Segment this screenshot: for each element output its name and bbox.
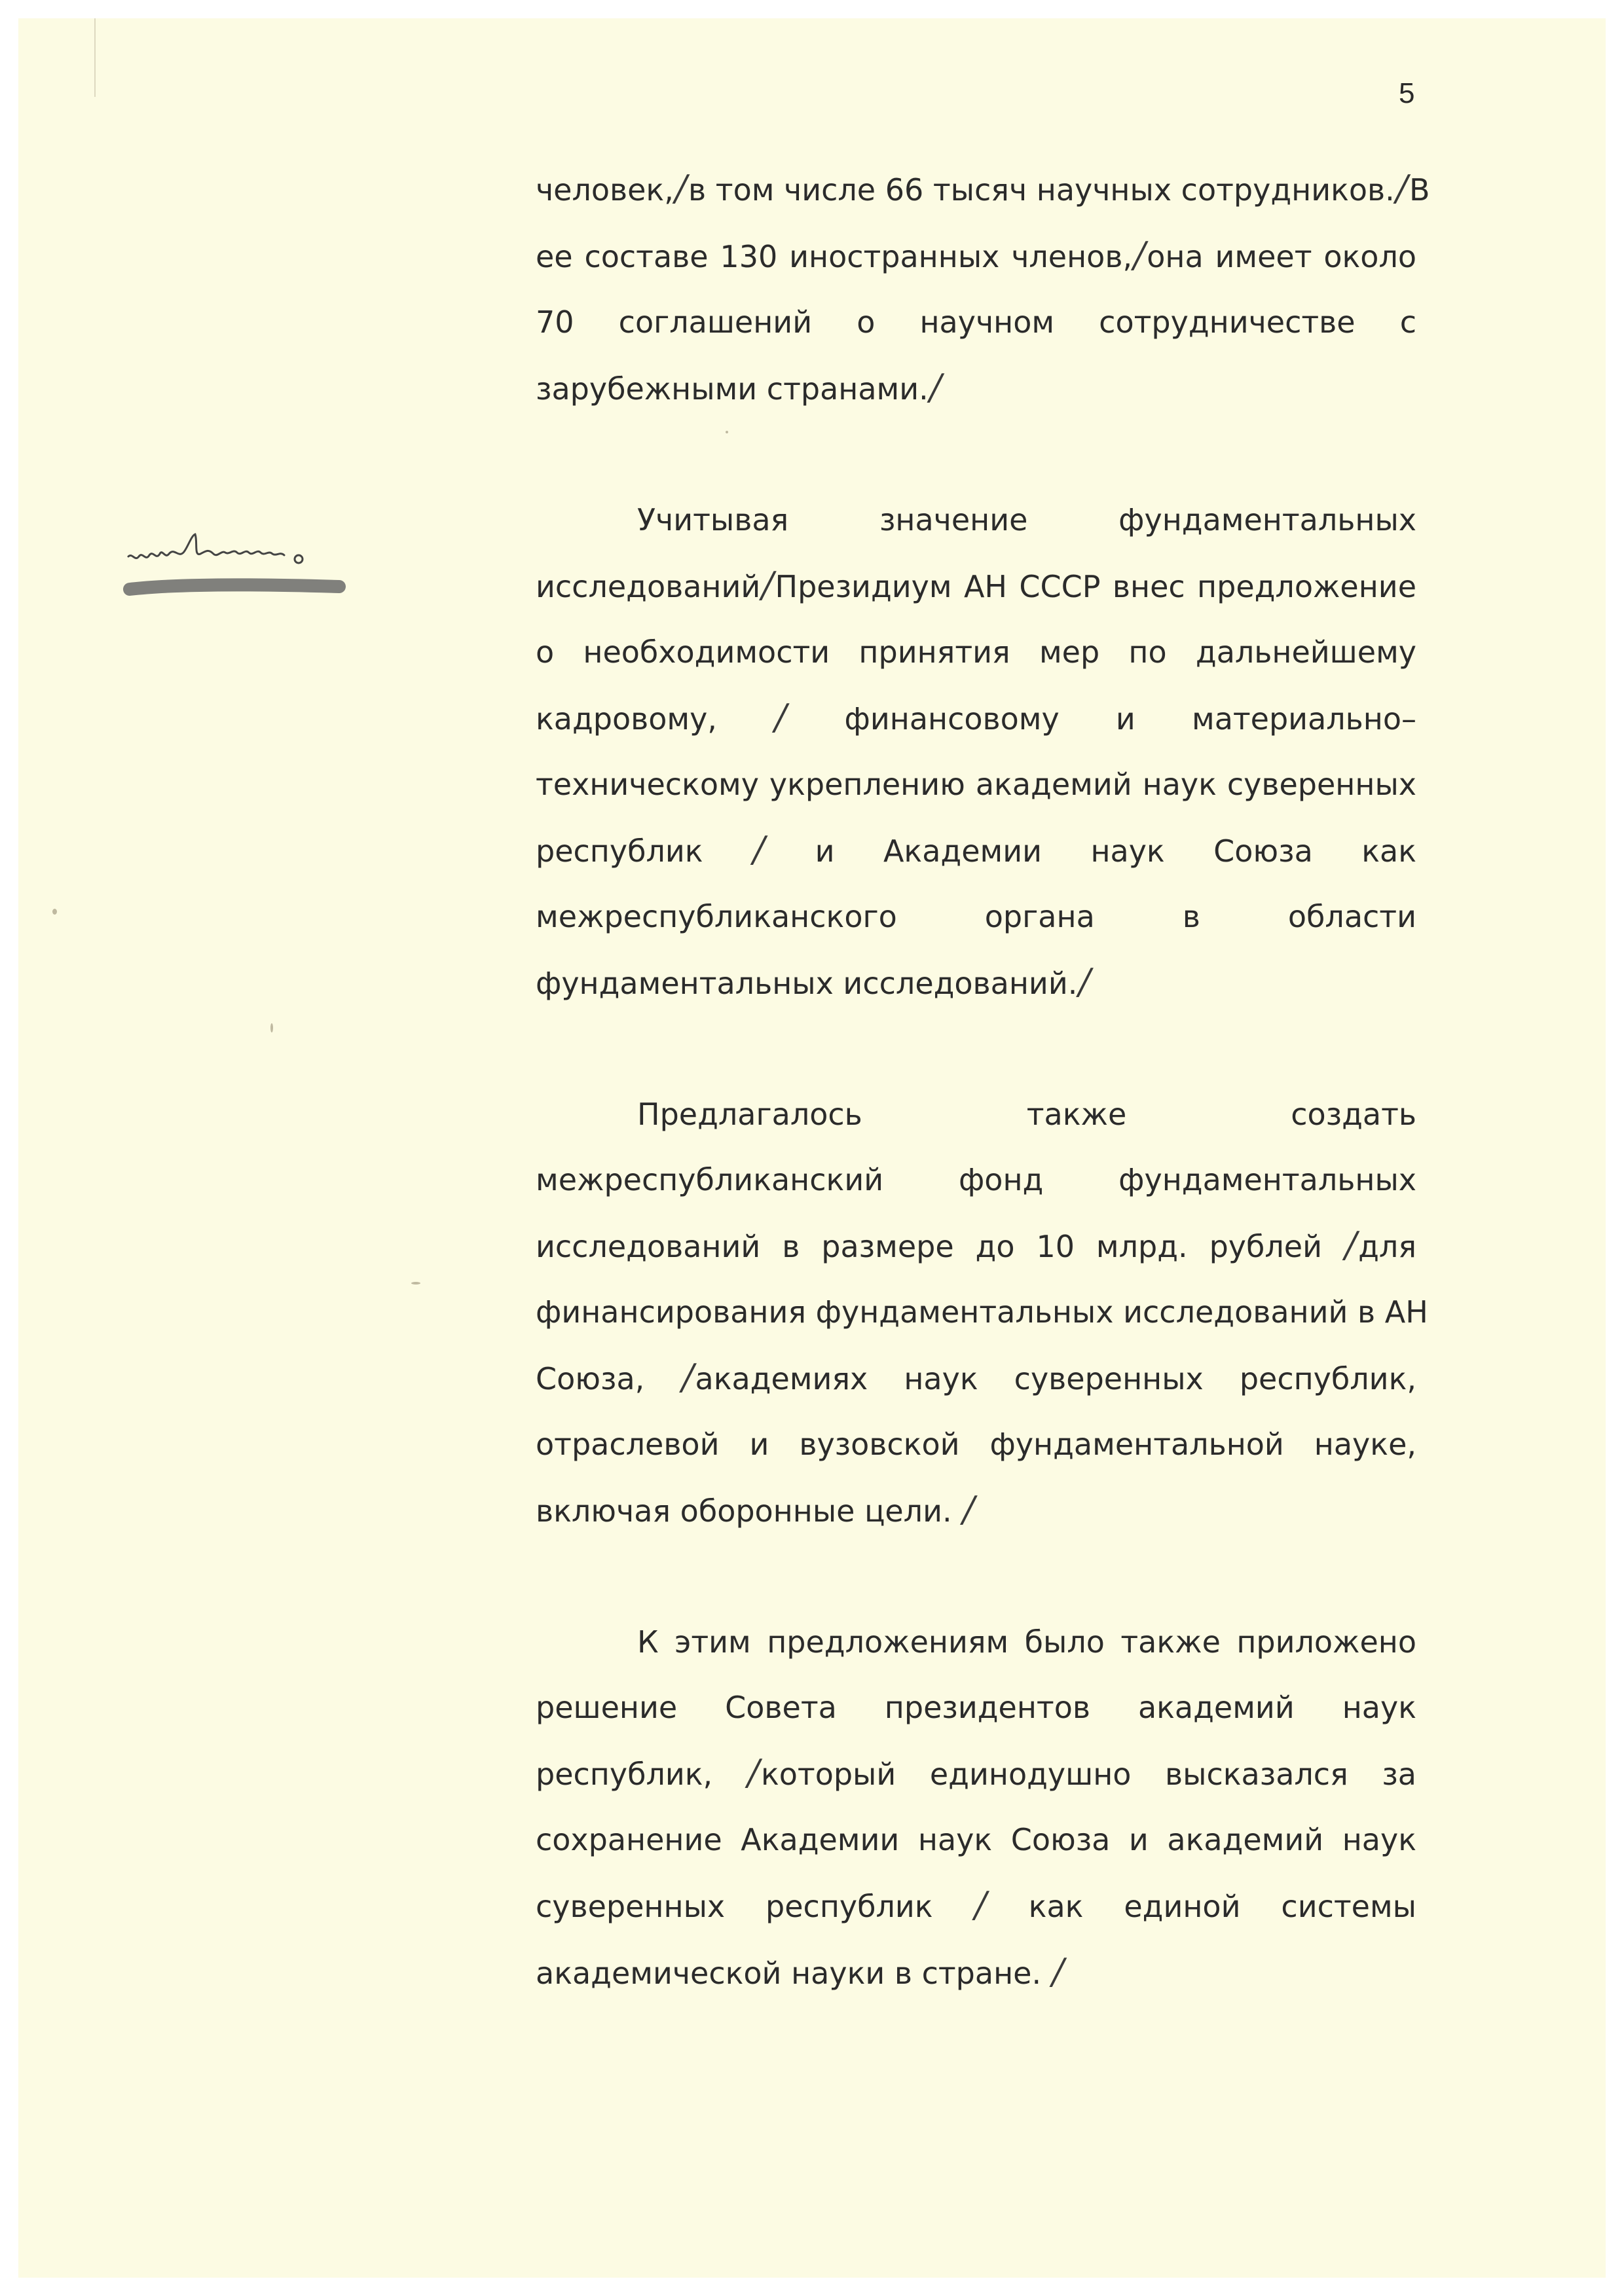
handwritten-slash-mark: / <box>963 1489 975 1530</box>
handwritten-slash-mark: / <box>1052 1951 1064 1992</box>
text-segment: межреспубликанского органа в области <box>536 899 1416 934</box>
handwritten-slash-mark: / <box>1134 234 1146 276</box>
handwritten-slash-mark: / <box>1344 1224 1357 1266</box>
text-line <box>536 1675 1416 1740</box>
paper-speck <box>726 431 728 433</box>
document-page <box>18 18 1606 2278</box>
text-segment: финансирования фундаментальных исследований в АН <box>536 1294 1428 1330</box>
text-line <box>536 1412 1416 1477</box>
paper-speck <box>270 1023 273 1032</box>
paper-speck <box>52 909 57 915</box>
handwritten-slash-mark: / <box>1079 961 1091 1002</box>
text-line <box>536 1345 1416 1412</box>
text-segment: для <box>1358 1229 1416 1264</box>
text-segment: В <box>1409 172 1430 208</box>
paragraph <box>536 1609 1416 2006</box>
document-body <box>536 156 1430 2071</box>
text-line <box>536 355 1416 422</box>
paragraph <box>536 1082 1428 1544</box>
handwritten-slash-mark: / <box>974 1884 987 1925</box>
text-line <box>536 1477 1416 1544</box>
handwritten-slash-mark: / <box>752 829 766 870</box>
text-segment: межреспубликанский фонд фундаментальных <box>536 1162 1416 1197</box>
text-segment: ее составе 130 иностранных членов, <box>536 239 1133 274</box>
paragraph <box>536 487 1416 1016</box>
text-line <box>536 1082 1416 1147</box>
text-segment: К этим предложениям было также приложено <box>637 1624 1416 1660</box>
text-segment: зарубежными странами. <box>536 371 929 407</box>
text-line <box>536 1147 1416 1212</box>
text-segment: кадровому, <box>536 701 774 737</box>
text-segment: Президиум АН СССР внес предложение <box>775 569 1416 604</box>
text-segment: Учитывая значение фундаментальных <box>637 502 1416 538</box>
text-line <box>536 1212 1416 1279</box>
text-line <box>536 752 1416 817</box>
handwritten-margin-note <box>123 516 346 608</box>
text-line <box>536 884 1416 949</box>
handwritten-slash-mark: / <box>1395 168 1408 209</box>
text-line <box>536 223 1416 289</box>
handwritten-slash-mark: / <box>775 697 787 738</box>
handwritten-slash-mark: / <box>929 367 942 408</box>
text-segment: исследований <box>536 569 761 604</box>
page-number: 5 <box>1399 77 1415 109</box>
text-segment: который единодушно высказался за <box>760 1757 1416 1792</box>
text-line <box>536 1939 1416 2006</box>
text-line <box>536 1740 1416 1807</box>
text-line <box>536 1609 1416 1675</box>
text-line <box>536 817 1416 884</box>
text-segment: республик <box>536 833 752 869</box>
text-segment: о необходимости принятия мер по дальнейшему <box>536 634 1416 670</box>
fold-line <box>94 18 96 97</box>
text-segment: академической науки в стране. <box>536 1956 1051 1991</box>
text-line <box>536 1279 1428 1345</box>
text-segment: суверенных республик <box>536 1889 974 1924</box>
paragraph <box>536 156 1430 422</box>
text-segment: включая оборонные цели. <box>536 1493 962 1529</box>
handwritten-slash-mark: / <box>747 1752 760 1793</box>
text-segment: отраслевой и вузовской фундаментальной науке, <box>536 1427 1416 1462</box>
text-segment: сохранение Академии наук Союза и академий наук <box>536 1822 1416 1857</box>
text-segment: техническому укреплению академий наук суверенных <box>536 767 1416 802</box>
text-segment: и Академии наук Союза как <box>766 833 1416 869</box>
text-line <box>536 156 1430 223</box>
text-segment: финансовому и материально– <box>788 701 1416 737</box>
text-segment: решение Совета президентов академий наук <box>536 1690 1416 1725</box>
handwritten-slash-mark: / <box>762 564 774 606</box>
text-line <box>536 553 1416 619</box>
text-line <box>536 685 1416 752</box>
text-segment: как единой системы <box>987 1889 1416 1924</box>
handwritten-slash-mark: / <box>674 168 688 209</box>
handwritten-slash-mark: / <box>682 1357 694 1398</box>
text-segment: Предлагалось также создать <box>637 1097 1416 1132</box>
text-segment: в том числе 66 тысяч научных сотрудников. <box>688 172 1395 208</box>
text-segment: она имеет около <box>1147 239 1416 274</box>
text-segment: Союза, <box>536 1361 681 1396</box>
text-segment: фундаментальных исследований. <box>536 966 1078 1001</box>
text-segment: академиях наук суверенных республик, <box>695 1361 1416 1396</box>
text-line <box>536 1807 1416 1872</box>
paper-speck <box>411 1282 420 1285</box>
text-line <box>536 1872 1416 1939</box>
text-line <box>536 289 1416 355</box>
text-line <box>536 949 1416 1016</box>
text-segment: исследований в размере до 10 млрд. рублей <box>536 1229 1344 1264</box>
text-segment: 70 соглашений о научном сотрудничестве с <box>536 304 1416 340</box>
text-segment: человек, <box>536 172 674 208</box>
text-line <box>536 619 1416 685</box>
text-line <box>536 487 1416 553</box>
text-segment: республик, <box>536 1757 747 1792</box>
